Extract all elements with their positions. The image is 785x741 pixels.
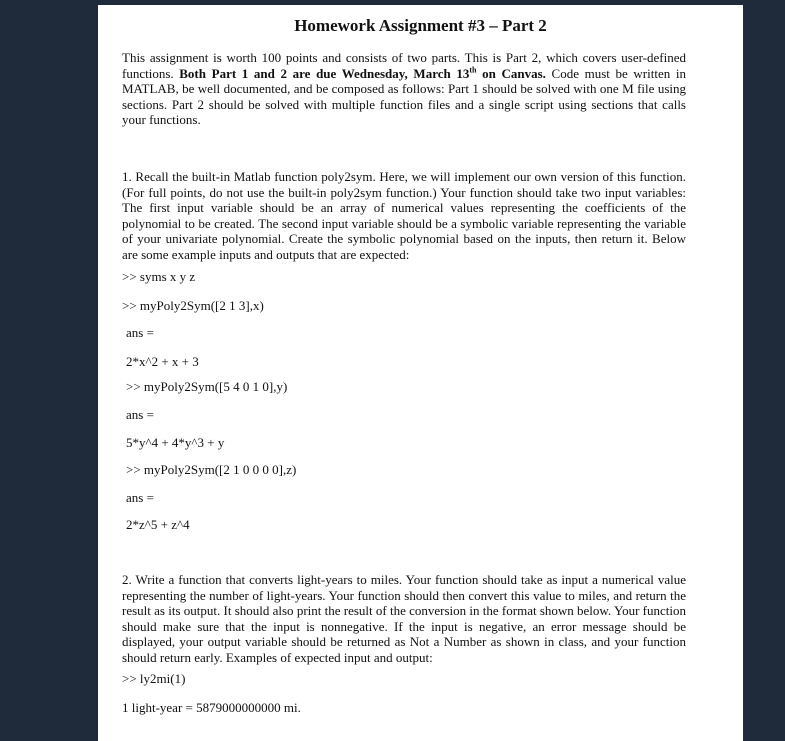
code-line: 2*x^2 + x + 3 <box>126 354 199 369</box>
code-line: 2*z^5 + z^4 <box>126 517 190 532</box>
intro-paragraph <box>122 50 686 128</box>
code-line: 5*y^4 + 4*y^3 + y <box>126 435 225 450</box>
code-line: ans = <box>126 325 154 340</box>
intro-sup: th <box>469 65 477 75</box>
document-title: Homework Assignment #3 – Part 2 <box>294 16 547 35</box>
question-1: 1. Recall the built-in Matlab function poly2sym. Here, we will implement our own version of this function. (For full points, do not use the built-in poly2sym function.) Your function should take two input variables: The first input variable should be an array of numerical values representing the coefficients of the polynomial to be created. The second input variable should be a symbolic variable representing the variable of your univariate polynomial. Create the symbolic polynomial based on the inputs, then return it. Below are some example inputs and outputs that are expected: <box>122 169 686 262</box>
code-line: >> ly2mi(1) <box>122 671 186 686</box>
code-line: >> syms x y z <box>122 269 196 284</box>
code-line: >> myPoly2Sym([2 1 3],x) <box>122 298 264 313</box>
code-line: >> myPoly2Sym([5 4 0 1 0],y) <box>126 379 288 394</box>
code-line: ans = <box>126 490 154 505</box>
intro-bold-text: Both Part 1 and 2 are due Wednesday, March 13 <box>179 65 470 81</box>
intro-text-1: This assignment is worth 100 points and consists of two parts. This is Part 2, which covers user-defined functions. <box>122 50 686 81</box>
intro-bold-text-2: on Canvas. <box>476 65 546 81</box>
document-page <box>98 5 743 741</box>
intro-due-date <box>179 66 546 81</box>
question-2: 2. Write a function that converts light-years to miles. Your function should take as input a numerical value representing the number of light-years. Your function should then convert this value to miles, and return the result as its output. It should also print the result of the conversion in the format shown below. Your function should make sure that the input is nonnegative. If the input is negative, an error message should be displayed, your output variable should be returned as Not a Number as shown in class, and your function should return early. Examples of expected input and output: <box>122 572 686 665</box>
code-line: 1 light-year = 5879000000000 mi. <box>122 700 301 715</box>
code-line: >> myPoly2Sym([2 1 0 0 0 0],z) <box>126 462 297 477</box>
code-line: ans = <box>126 407 154 422</box>
intro-text-2: Code must be written in MATLAB, be well documented, and be composed as follows: Part 1 should be solved with one M file using sections. Part 2 should be solved with multiple function files and a single script using sections that calls your functions. <box>122 65 686 127</box>
